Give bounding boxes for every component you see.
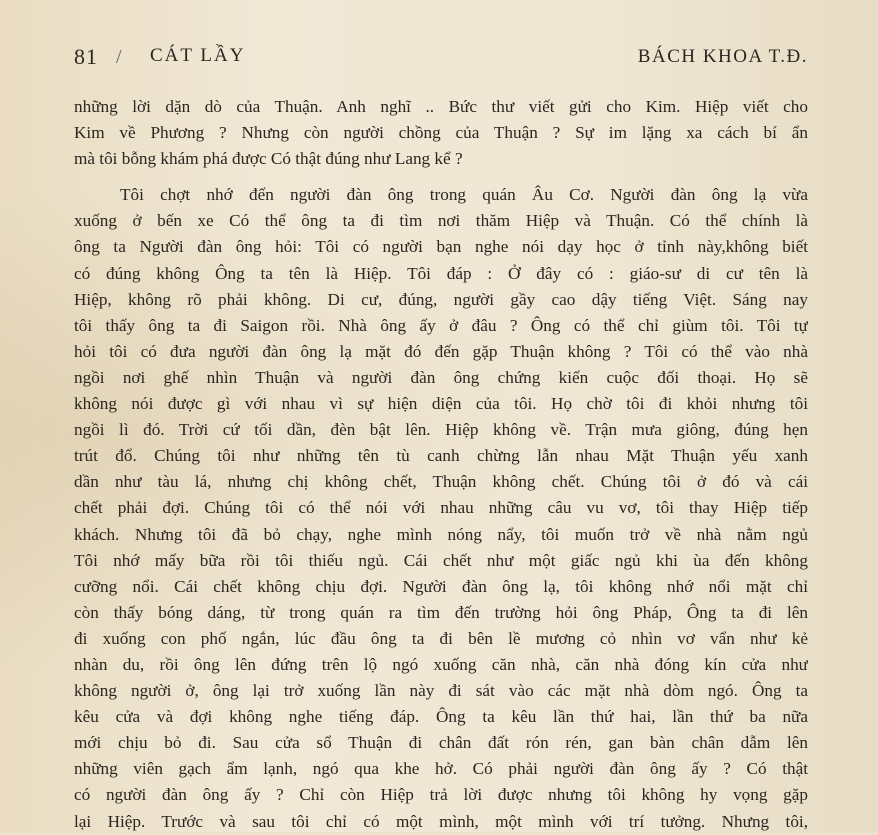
text-line: còn thấy bóng dáng, từ trong quán ra tìm đến trường hỏi ông Pháp, Ông ta đi lên <box>74 602 808 622</box>
text-line: có đúng không Ông ta tên là Hiệp. Tôi đáp : Ở đây có : giáo-sư di cư tên là <box>74 263 808 283</box>
text-line: trút đổ. Chúng tôi như những tên tù canh chừng lẫn nhau Mặt Thuận yếu xanh <box>74 446 808 466</box>
header-divider: / <box>116 46 122 68</box>
page-header <box>74 44 808 74</box>
text-line: khách. Nhưng tôi đã bỏ chạy, nghe mình nóng nẩy, tôi muốn trở về nhà nằm ngủ <box>74 524 808 544</box>
text-line: nhàn du, rồi ông lên đứng trên lộ ngó xuống căn nhà, căn nhà đóng kín cửa như <box>74 654 808 674</box>
paragraph-2 <box>74 182 808 834</box>
text-line: đi xuống con phố ngắn, lúc đầu ông ta đi bên lề mương cỏ nhìn vơ vẩn như kẻ <box>74 628 808 648</box>
text-line: ngồi nơi ghế nhìn Thuận và người đàn ông chứng kiến cuộc đối thoại. Họ sẽ <box>74 367 808 387</box>
paragraph-1 <box>74 94 808 172</box>
text-line: Tôi chợt nhớ đến người đàn ông trong quán Âu Cơ. Người đàn ông lạ vừa <box>120 185 808 205</box>
text-line: Kim về Phương ? Nhưng còn người chồng của Thuận ? Sự im lặng xa cách bí ẩn <box>74 123 808 143</box>
magazine-title: BÁCH KHOA T.Đ. <box>637 46 808 67</box>
text-line: Hiệp, không rõ phải không. Di cư, đúng, người gầy cao dậy tiếng Việt. Sáng nay <box>74 289 808 309</box>
text-line: dần như tàu lá, nhưng chị không chết, Thuận không chết. Chúng tôi ở đó và cái <box>74 472 808 492</box>
page-number: 81 <box>74 44 98 69</box>
author-name: CÁT LẦY <box>150 45 246 66</box>
body-text <box>74 94 808 835</box>
text-line: lại Hiệp. Trước và sau tôi chỉ có một mình, một mình với trí tưởng. Nhưng tôi, <box>74 811 808 831</box>
text-line: mới chịu bỏ đi. Sau cửa sổ Thuận đi chân đất rón rén, gan bàn chân dẫm lên <box>74 733 808 753</box>
text-line: Tôi nhớ mấy bữa rồi tôi thiếu ngủ. Cái chết như một giấc ngủ khi ùa đến không <box>74 550 808 570</box>
text-line: không người ở, ông lại trở xuống lần này đi sát vào các mặt nhà dòm ngó. Ông ta <box>74 681 808 701</box>
text-line: hỏi tôi có đưa người đàn ông lạ mặt đó đến gặp Thuận không ? Tôi có thể vào nhà <box>74 341 808 361</box>
text-line: những viên gạch ẩm lạnh, ngó qua khe hở. Có phải người đàn ông ấy ? Có thật <box>74 759 808 779</box>
text-line: không nói được gì với nhau vì sự hiện diện của tôi. Họ chờ tôi đi khỏi nhưng tôi <box>74 394 808 414</box>
text-line: những lời dặn dò của Thuận. Anh nghĩ .. Bức thư viết gửi cho Kim. Hiệp viết cho <box>74 97 808 116</box>
text-line: cưỡng nổi. Cái chết không chịu đợi. Người đàn ông lạ, tôi không nhớ nổi mặt chỉ <box>74 576 808 596</box>
paragraph-gap <box>74 172 808 182</box>
text-line: ngồi lì đó. Trời cứ tối dần, đèn bật lên. Hiệp không về. Trận mưa giông, đúng hẹn <box>74 420 808 440</box>
text-line: có người đàn ông ấy ? Chỉ còn Hiệp trả lời được nhưng tôi không hy vọng gặp <box>74 785 808 805</box>
text-line: tôi thấy ông ta đi Saigon rồi. Nhà ông ấy ở đâu ? Ông có thể chỉ giùm tôi. Tôi tự <box>74 315 808 335</box>
text-line: ông ta Người đàn ông hỏi: Tôi có người bạn nghe nói dạy học ở tỉnh này,không biết <box>74 237 808 257</box>
text-line: kêu cửa và đợi không nghe tiếng đáp. Ông ta kêu lần thứ hai, lần thứ ba nữa <box>74 707 808 727</box>
text-line: chết phải đợi. Chúng tôi có thể nói với nhau những câu vu vơ, tôi thay Hiệp tiếp <box>74 498 808 518</box>
text-line: mà tôi bỗng khám phá được Có thật đúng như Lang kể ? <box>74 149 463 169</box>
text-line: xuống ở bến xe Có thể ông ta đi tìm nơi thăm Hiệp và Thuận. Có thể chính là <box>74 211 808 231</box>
